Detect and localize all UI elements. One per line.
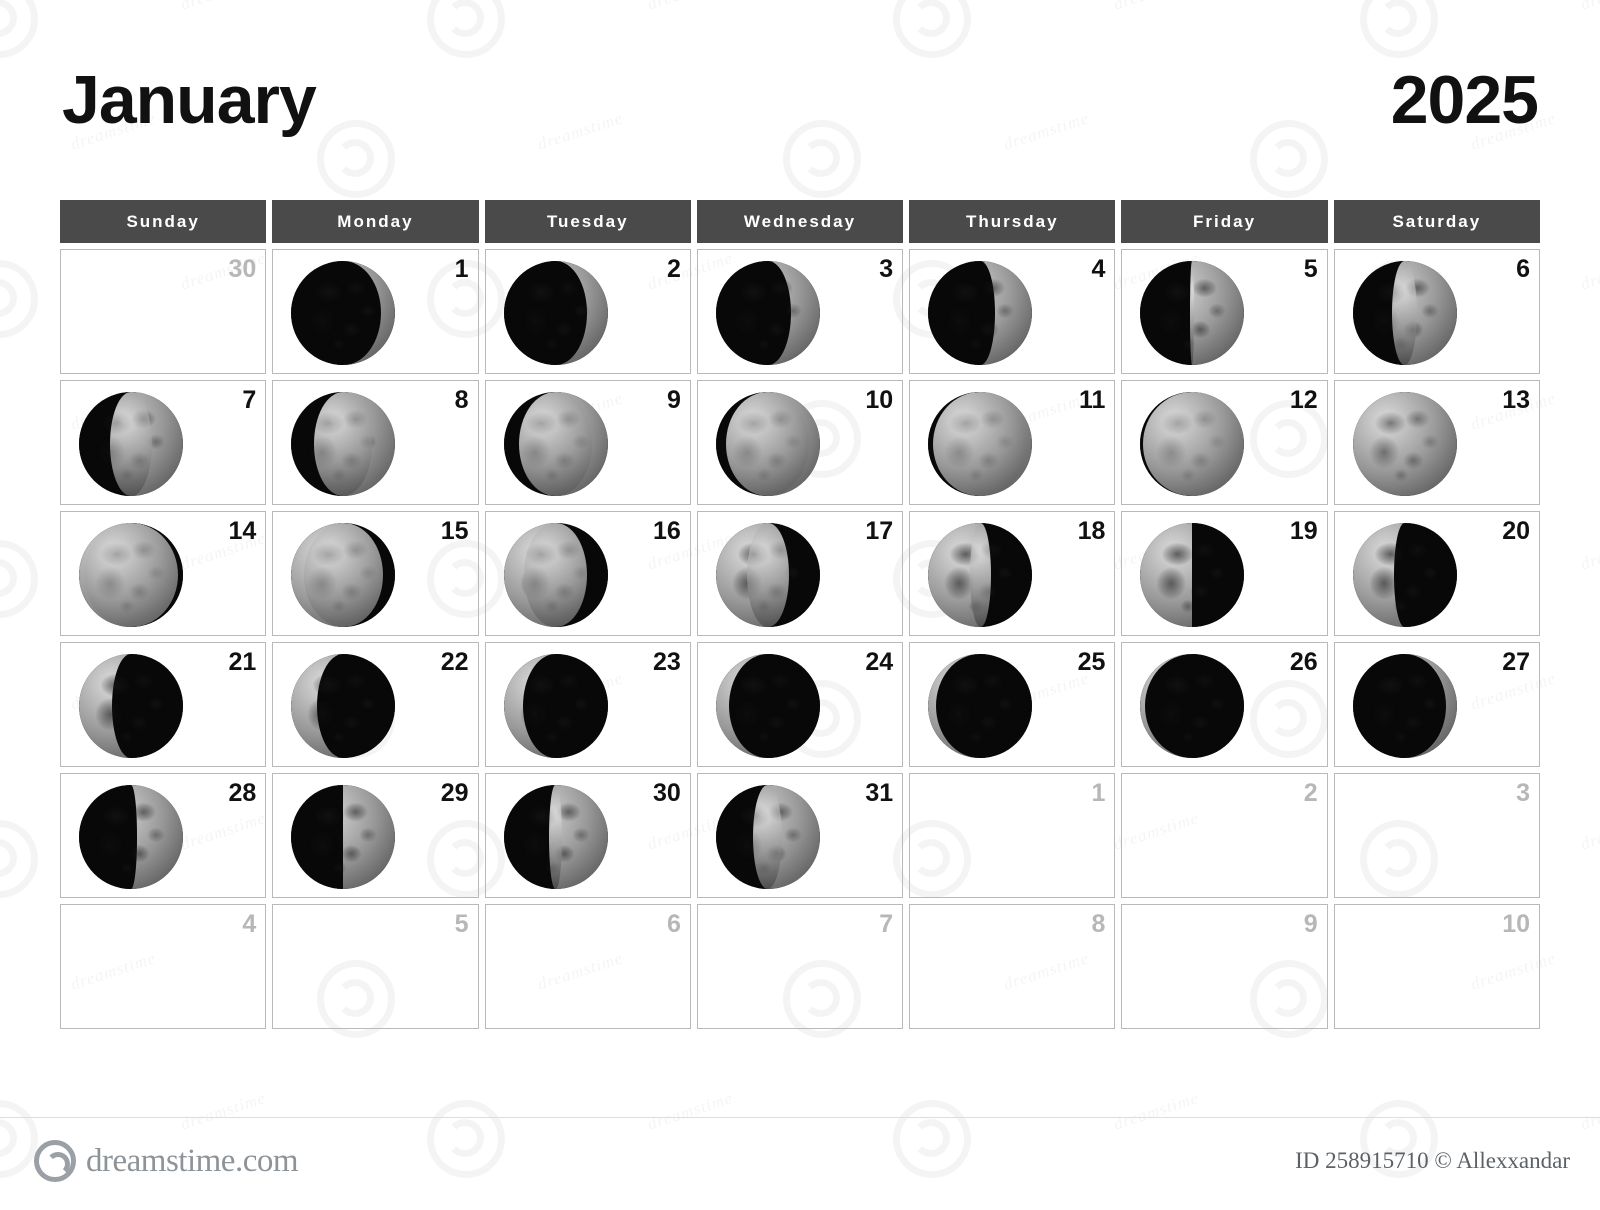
day-cell-29[interactable]	[272, 773, 478, 898]
day-cell-30[interactable]	[485, 773, 691, 898]
moon-phase-waning-crescent-5	[716, 654, 820, 758]
moon-phase-waning-gibbous-2	[291, 523, 395, 627]
day-number: 6	[666, 910, 681, 938]
day-number: 6	[1516, 255, 1530, 283]
day-cell-9-adjacent[interactable]	[1121, 904, 1327, 1029]
day-number: 8	[454, 386, 469, 414]
day-cell-10[interactable]	[697, 380, 903, 505]
day-cell-16[interactable]	[485, 511, 691, 636]
week-row	[60, 249, 1540, 374]
moon-phase-last-quarter	[1140, 523, 1244, 627]
watermark-swirl-icon	[0, 0, 38, 58]
moon-phase-waxing-gibbous-5	[716, 392, 820, 496]
day-number: 1	[1091, 779, 1106, 807]
moon-phase-waxing-gibbous-7	[1140, 392, 1244, 496]
day-cell-2-adjacent[interactable]	[1121, 773, 1327, 898]
day-cell-7-adjacent[interactable]	[697, 904, 903, 1029]
moon-phase-waning-crescent-4	[504, 654, 608, 758]
watermark-text	[1578, 248, 1600, 350]
day-cell-21[interactable]	[60, 642, 266, 767]
day-cell-6-adjacent[interactable]	[485, 904, 691, 1029]
day-cell-12[interactable]	[1121, 380, 1327, 505]
day-number: 8	[1091, 910, 1106, 938]
day-cell-5-adjacent[interactable]	[272, 904, 478, 1029]
day-number: 4	[242, 910, 257, 938]
moon-phase-waxing-gibbous-2	[79, 392, 183, 496]
moon-phase-waning-gibbous-5	[928, 523, 1032, 627]
footer	[0, 1117, 1600, 1210]
weekday-header-saturday: Saturday	[1334, 200, 1540, 243]
day-number: 26	[1289, 648, 1318, 676]
moon-phase-waning-gibbous-4	[716, 523, 820, 627]
day-number: 24	[865, 648, 894, 676]
moon-phase-waning-crescent-1	[1353, 523, 1457, 627]
day-cell-19[interactable]	[1121, 511, 1327, 636]
weekday-header-tuesday: Tuesday	[485, 200, 691, 243]
weekday-header-friday: Friday	[1121, 200, 1327, 243]
day-number: 23	[653, 648, 681, 676]
day-cell-28[interactable]	[60, 773, 266, 898]
weekday-header-wednesday: Wednesday	[697, 200, 903, 243]
day-number: 17	[865, 517, 894, 545]
day-number: 31	[865, 779, 894, 807]
watermark-swirl-icon	[0, 540, 38, 618]
dreamstime-logo[interactable]	[34, 1140, 298, 1182]
day-cell-4[interactable]	[909, 249, 1115, 374]
day-number: 7	[879, 910, 894, 938]
day-number: 2	[666, 255, 681, 283]
weekday-header-monday: Monday	[272, 200, 478, 243]
day-cell-1[interactable]	[272, 249, 478, 374]
week-row	[60, 511, 1540, 636]
day-number: 18	[1077, 517, 1106, 545]
day-number: 27	[1502, 648, 1530, 676]
day-number: 3	[879, 255, 894, 283]
logo-text: dreamstime.com	[86, 1142, 299, 1179]
day-number: 16	[653, 517, 681, 545]
day-cell-17[interactable]	[697, 511, 903, 636]
moon-phase-first-quarter	[1140, 261, 1244, 365]
swirl-logo-icon	[34, 1140, 76, 1182]
watermark-text	[1578, 808, 1600, 910]
day-number: 19	[1289, 517, 1318, 545]
day-number: 3	[1516, 779, 1530, 807]
day-number: 12	[1289, 386, 1318, 414]
weekday-header-row	[60, 200, 1540, 243]
weekday-header-sunday: Sunday	[60, 200, 266, 243]
day-cell-5[interactable]	[1121, 249, 1327, 374]
day-number: 5	[1303, 255, 1318, 283]
moon-phase-new-moon	[1140, 654, 1244, 758]
day-cell-24[interactable]	[697, 642, 903, 767]
day-number: 14	[228, 517, 257, 545]
day-number: 7	[242, 386, 257, 414]
moon-phase-waxing-gibbous-1	[1353, 261, 1457, 365]
moon-phase-waning-gibbous-3	[504, 523, 608, 627]
day-number: 10	[1502, 910, 1530, 938]
day-cell-22[interactable]	[272, 642, 478, 767]
week-row	[60, 380, 1540, 505]
moon-phase-waxing-crescent-4	[928, 261, 1032, 365]
day-number: 29	[440, 779, 469, 807]
day-cell-8[interactable]	[272, 380, 478, 505]
moon-phase-waxing-gibbous-3	[291, 392, 395, 496]
day-cell-13[interactable]	[1334, 380, 1540, 505]
day-cell-14[interactable]	[60, 511, 266, 636]
day-cell-18[interactable]	[909, 511, 1115, 636]
moon-phase-waxing-crescent-6	[291, 785, 395, 889]
day-number: 30	[653, 779, 681, 807]
day-cell-9[interactable]	[485, 380, 691, 505]
day-number: 10	[865, 386, 894, 414]
day-number: 22	[440, 648, 469, 676]
day-cell-7[interactable]	[60, 380, 266, 505]
day-number: 9	[666, 386, 681, 414]
day-cell-2[interactable]	[485, 249, 691, 374]
day-cell-31[interactable]	[697, 773, 903, 898]
day-number: 9	[1303, 910, 1318, 938]
day-cell-3[interactable]	[697, 249, 903, 374]
day-number: 2	[1303, 779, 1318, 807]
watermark-swirl-icon	[427, 0, 505, 58]
day-cell-30-adjacent[interactable]	[60, 249, 266, 374]
page-title-month: January	[62, 62, 316, 138]
moon-phase-waning-crescent-3	[291, 654, 395, 758]
calendar-grid	[60, 200, 1540, 1035]
day-cell-20[interactable]	[1334, 511, 1540, 636]
moon-phase-waxing-gibbous-4	[504, 392, 608, 496]
moon-phase-waxing-crescent-2	[504, 261, 608, 365]
weekday-header-thursday: Thursday	[909, 200, 1115, 243]
day-cell-4-adjacent[interactable]	[60, 904, 266, 1029]
watermark-swirl-icon	[1360, 0, 1438, 58]
day-number: 13	[1502, 386, 1530, 414]
week-row	[60, 642, 1540, 767]
moon-phase-waxing-crescent-7	[504, 785, 608, 889]
weeks-container	[60, 249, 1540, 1029]
day-number: 30	[228, 255, 257, 283]
day-number: 5	[454, 910, 469, 938]
moon-phase-full-moon	[1353, 392, 1457, 496]
calendar-header	[62, 55, 1538, 145]
day-cell-25[interactable]	[909, 642, 1115, 767]
moon-phase-waxing-crescent-1	[291, 261, 395, 365]
moon-phase-waxing-crescent-5	[79, 785, 183, 889]
image-credit: ID 258915710 © Allexxandar	[1295, 1148, 1570, 1173]
day-cell-6[interactable]	[1334, 249, 1540, 374]
day-cell-26[interactable]	[1121, 642, 1327, 767]
watermark-swirl-icon	[0, 820, 38, 898]
moon-phase-waxing-crescent-8	[716, 785, 820, 889]
page-title-year: 2025	[1390, 62, 1538, 138]
day-cell-3-adjacent[interactable]	[1334, 773, 1540, 898]
day-cell-8-adjacent[interactable]	[909, 904, 1115, 1029]
watermark-text	[1578, 528, 1600, 630]
day-cell-15[interactable]	[272, 511, 478, 636]
moon-phase-waning-gibbous-1	[79, 523, 183, 627]
moon-phase-waxing-crescent-3	[716, 261, 820, 365]
moon-phase-waxing-gibbous-6	[928, 392, 1032, 496]
day-number: 21	[228, 648, 257, 676]
day-number: 11	[1078, 386, 1106, 414]
day-cell-1-adjacent[interactable]	[909, 773, 1115, 898]
week-row	[60, 773, 1540, 898]
day-cell-10-adjacent[interactable]	[1334, 904, 1540, 1029]
day-cell-23[interactable]	[485, 642, 691, 767]
moon-phase-waning-crescent-2	[79, 654, 183, 758]
day-number: 28	[228, 779, 257, 807]
moon-phase-waxing-crescent-0	[1353, 654, 1457, 758]
day-number: 1	[454, 255, 469, 283]
day-number: 15	[440, 517, 469, 545]
watermark-swirl-icon	[0, 260, 38, 338]
day-cell-11[interactable]	[909, 380, 1115, 505]
moon-phase-waning-crescent-6	[928, 654, 1032, 758]
day-number: 20	[1502, 517, 1530, 545]
day-number: 4	[1091, 255, 1106, 283]
day-cell-27[interactable]	[1334, 642, 1540, 767]
day-number: 25	[1077, 648, 1106, 676]
watermark-text	[1578, 0, 1600, 70]
watermark-swirl-icon	[893, 0, 971, 58]
week-row	[60, 904, 1540, 1029]
